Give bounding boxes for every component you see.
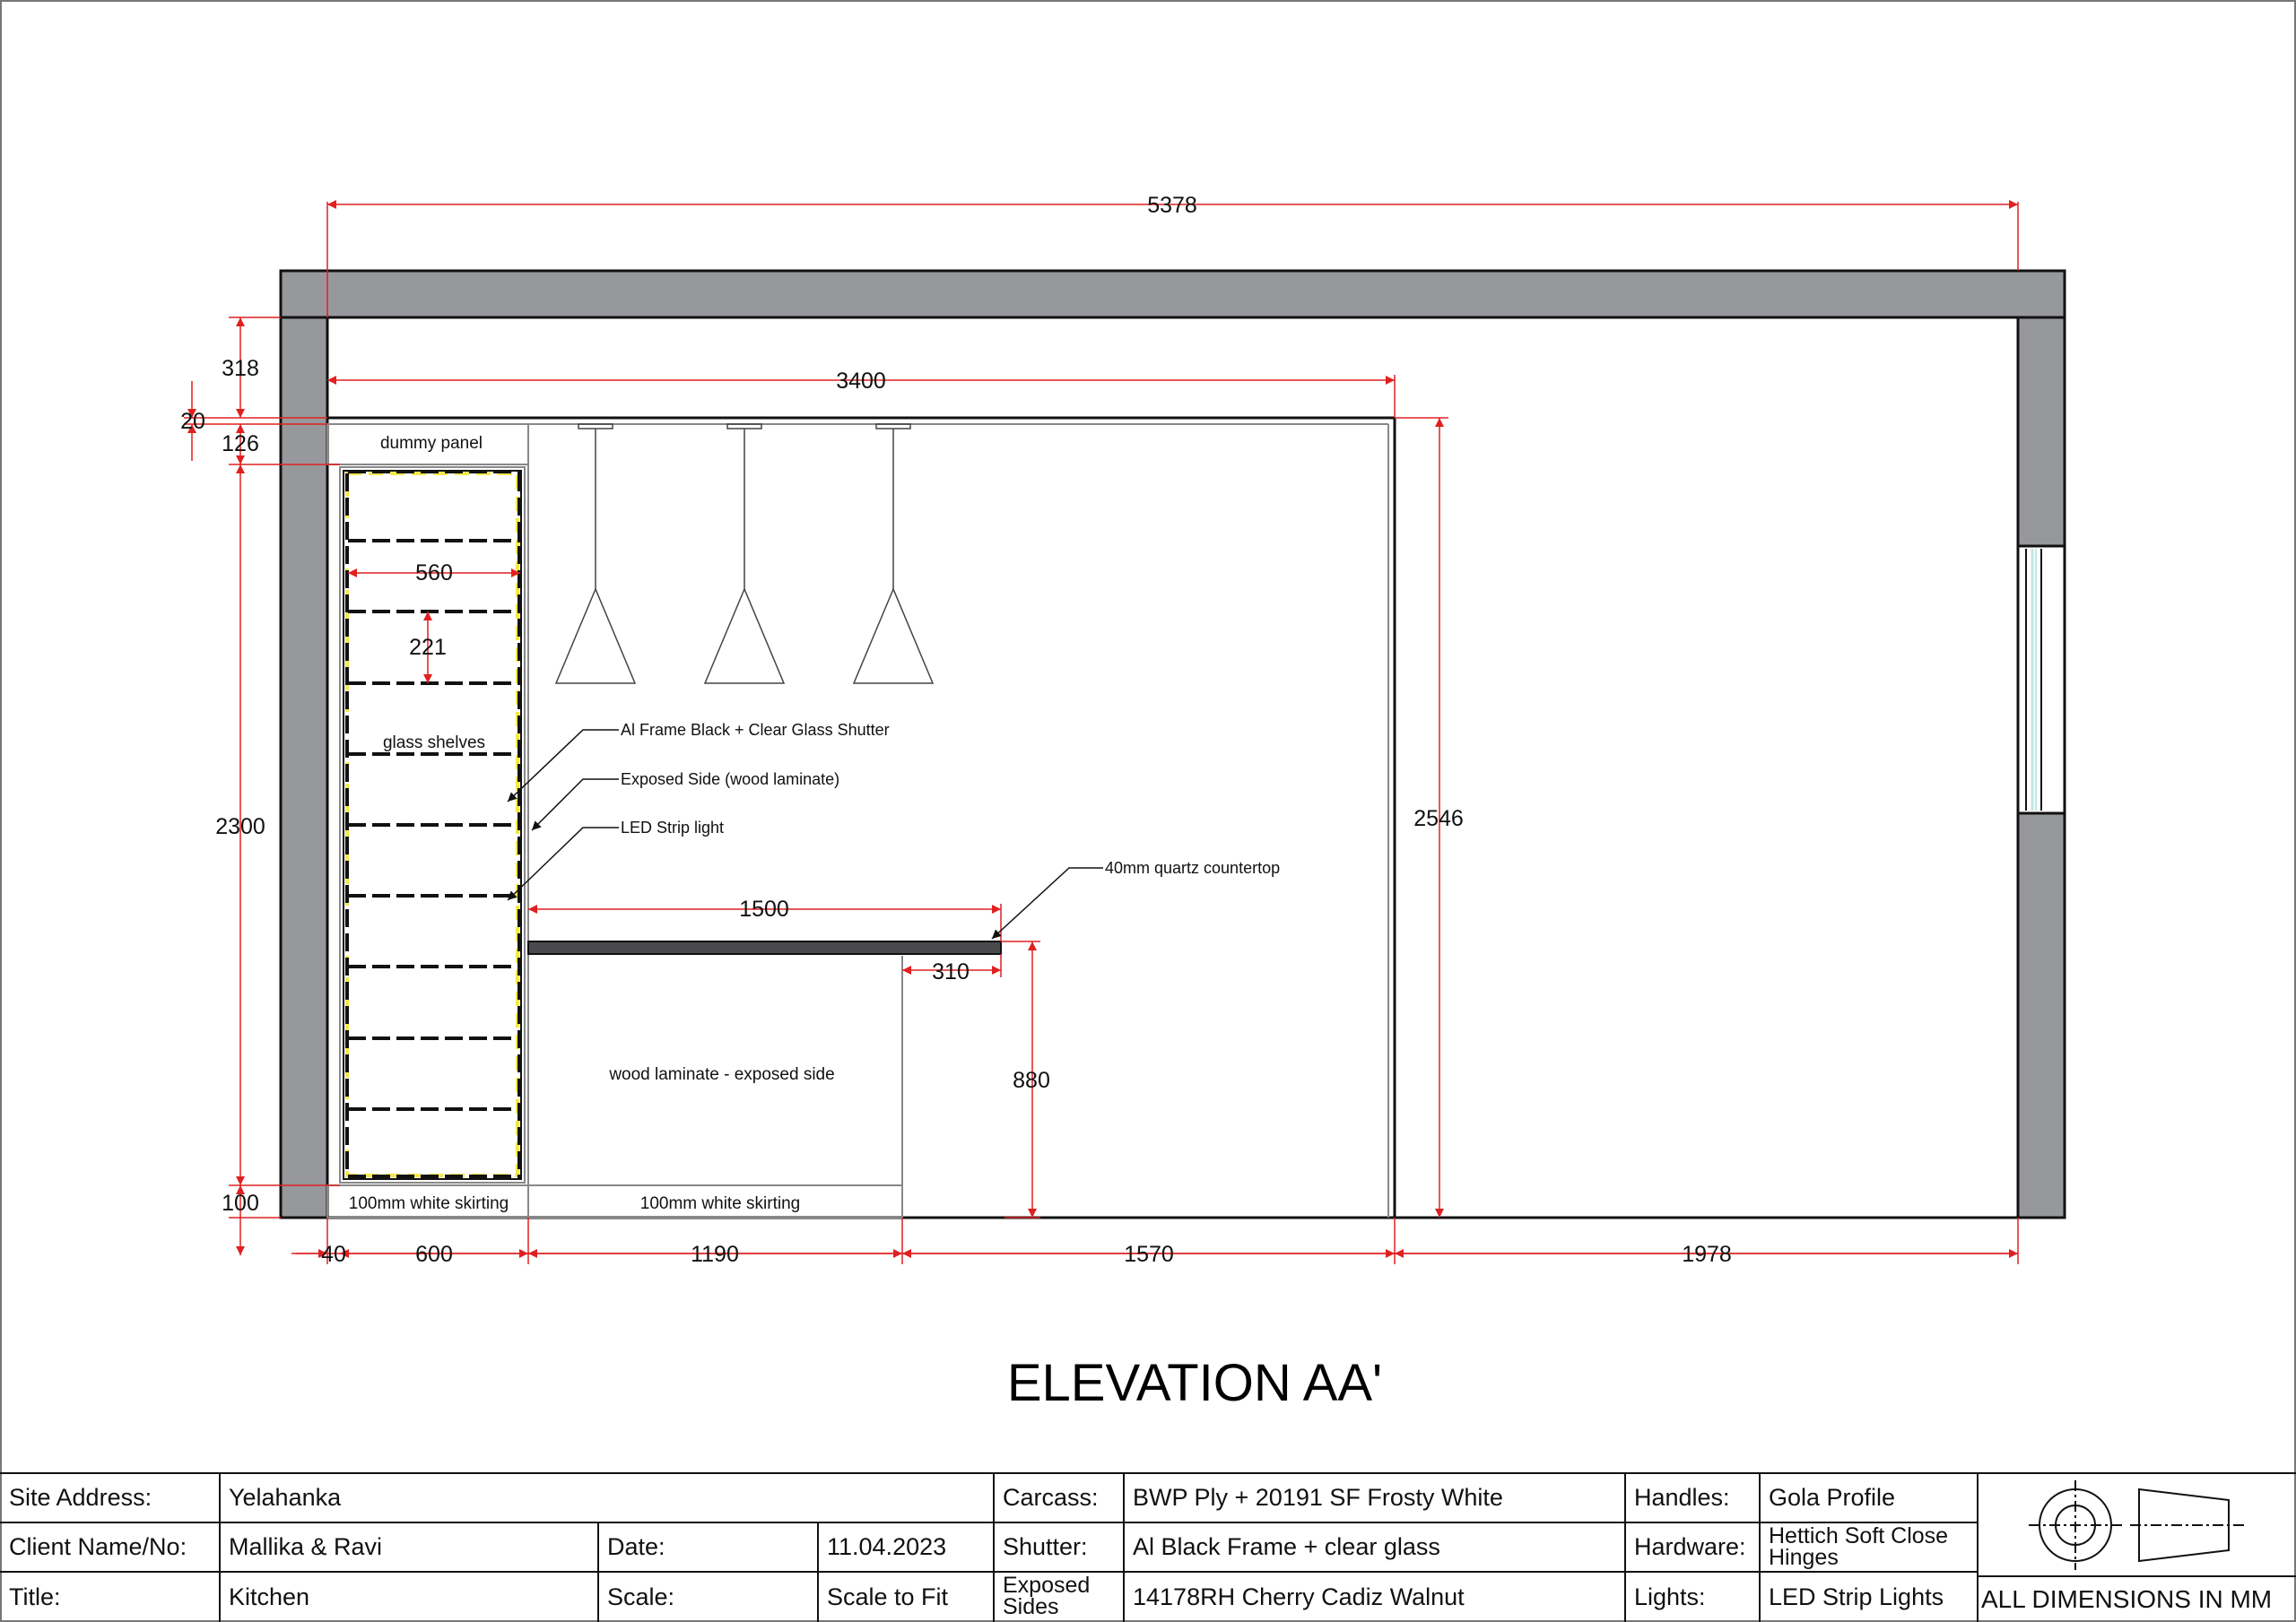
right-wall-lower [2018,813,2065,1218]
dim-shelf-width: 560 [415,560,453,585]
label-skirting-left: 100mm white skirting [348,1194,509,1213]
client-label: Client Name/No: [9,1533,187,1560]
dim-frame-height: 2546 [1413,806,1464,831]
callout-exposed-side: Exposed Side (wood laminate) [621,770,840,788]
pendant-light-icon [556,424,635,683]
label-dummy-panel: dummy panel [379,434,483,453]
handles-value: Gola Profile [1769,1484,1896,1511]
cabinetry [327,418,1395,1218]
title-block [0,1473,2296,1622]
exposed-value: 14178RH Cherry Cadiz Walnut [1133,1583,1465,1610]
callout-led: LED Strip light [621,819,725,837]
scale-value: Scale to Fit [827,1583,949,1610]
room-walls [281,271,2065,1218]
carcass-value: BWP Ply + 20191 SF Frosty White [1133,1484,1503,1511]
dim-counter-height: 880 [1013,1068,1050,1093]
exposed-label: Exposed Sides [1003,1573,1091,1619]
date-label: Date: [607,1533,665,1560]
pendant-lights [556,424,933,683]
dim-shelf-spacing: 221 [409,635,447,660]
dim-countertop-length: 1500 [739,897,789,922]
units-note: ALL DIMENSIONS IN MM [1981,1584,2273,1613]
countertop [528,941,1001,954]
carcass-label: Carcass: [1003,1484,1099,1511]
pendant-light-icon [854,424,933,683]
hardware-value: Hettich Soft Close Hinges [1769,1522,1949,1570]
hardware-label: Hardware: [1634,1533,1746,1560]
dim-countertop-overhang: 310 [932,959,970,984]
dim-dummy-panel: 126 [222,431,259,456]
dim-bottom-counter: 1190 [691,1242,739,1267]
handles-label: Handles: [1634,1484,1730,1511]
dim-top-gap: 318 [222,356,259,381]
shutter-label: Shutter: [1003,1533,1088,1560]
lights-label: Lights: [1634,1583,1706,1610]
scale-label: Scale: [607,1583,675,1610]
dim-shelf-run-width: 3400 [836,369,886,394]
label-glass-shelves: glass shelves [382,733,486,752]
dim-bottom-offset: 40 [321,1242,346,1267]
site-address-value: Yelahanka [229,1484,342,1511]
callout-leaders [508,730,1103,939]
ceiling-slab [281,271,2065,317]
dim-ceiling-gap: 20 [180,409,205,434]
shutter-value: Al Black Frame + clear glass [1133,1533,1440,1560]
dim-tall-unit: 2300 [215,814,265,839]
drawing-title: ELEVATION AA' [1006,1354,1383,1412]
title-value: Kitchen [229,1583,310,1610]
right-wall-upper [2018,317,2065,546]
dim-bottom-tall-unit: 600 [415,1242,453,1267]
client-value: Mallika & Ravi [229,1533,383,1560]
label-wood-laminate: wood laminate - exposed side [609,1065,835,1084]
site-address-label: Site Address: [9,1484,152,1511]
lights-value: LED Strip Lights [1769,1583,1944,1610]
date-value: 11.04.2023 [827,1533,947,1560]
dim-overall-width: 5378 [1147,193,1197,218]
label-skirting-right: 100mm white skirting [639,1194,801,1213]
dim-bottom-open: 1570 [1124,1242,1174,1267]
callout-countertop: 40mm quartz countertop [1105,859,1281,877]
callout-frame: Al Frame Black + Clear Glass Shutter [621,721,890,739]
pendant-light-icon [705,424,784,683]
dim-skirting: 100 [222,1191,259,1216]
dim-bottom-right: 1978 [1682,1242,1732,1267]
left-wall [281,317,327,1218]
title-label: Title: [9,1583,61,1610]
